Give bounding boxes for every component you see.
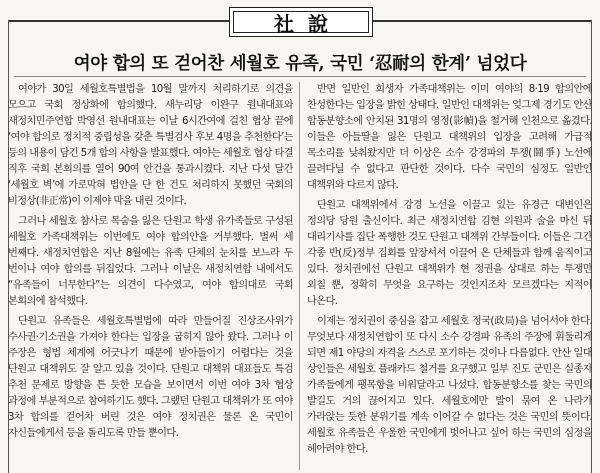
top-rule xyxy=(8,20,229,22)
masthead xyxy=(229,7,373,37)
paragraph: 이제는 정치권이 중심을 잡고 세월호 정국(政局)을 넘어서야 한다. 무엇보다 새정치연합이 또 다시 소수 강경파 유족의 주장에 휘둘리게 되면 제1 야당의 자격을 스스로 포기하는 것이나 다름없다. 안산 일대 상인들은 세월호 플래카드 철거를 요구했고 일부 진도 군민은 실종자 가족들에게 팽목항을 비워달라고 나섰다. 합동분향소를 찾는 국민의 발길도 거의 끊어지고 있다. 세월호에만 발이 묶여 온 나라가 가라앉는 듯한 분위기를 계속 이어갈 수 없다는 것은 국민의 뜻이다. 세월호 유족들은 우울한 국민에게 벗어나고 싶어 하는 국민의 심정을 헤아려야 한다. xyxy=(307,316,592,455)
column-divider xyxy=(299,82,300,470)
headline: 여야 합의 또 걷어찬 세월호 유족, 국민 ‘忍耐의 한계’ 넘었다 xyxy=(73,54,527,74)
paragraph: 단원고 대책위에서 강경 노선을 이끌고 있는 유경근 대변인은 정의당 당원 출신이다. 최근 새정치연합 김현 의원과 술을 마신 뒤 대리기사를 집단 폭행한 것도 단원고 대책위 간부들이다. 이들은 그간 각종 반(反)정부 집회를 앞장서서 이끌어 온 단체들과 함께 움직이고 있다. 정치권에선 단원고 대책위가 현 정권을 상대로 하는 투쟁만 외칠 뿐, 정확히 무엇을 요구하는 것인지조차 모르겠다는 지적이 나온다. xyxy=(307,200,592,307)
paragraph: 단원고 유족들은 세월호특별법에 따라 만들어질 진상조사위가 수사권·기소권을 가져야 한다는 입장을 굽히지 않아 왔다. 그러나 이 주장은 형법 체계에 어긋나기 때문에 받아들이기 어렵다는 것을 단원고 대책위도 잘 알고 있을 것이다. 단원고 대책위 대표들도 특검 추천 문제로 방향을 튼 듯한 모습을 보이면서 이번 여야 3차 협상 과정에 부분적으로 참여하기도 했다. 그랬던 단원고 대책위가 또 여야 3차 합의를 걷어차 버린 것은 여야 정치권은 물론 온 국민이 자신들에게서 등을 돌리도록 만들 뿐이다. xyxy=(8,316,293,439)
right-column xyxy=(307,82,592,470)
headline-rule xyxy=(14,76,586,77)
masthead-title: 社說 xyxy=(274,11,342,36)
left-column xyxy=(8,82,293,470)
paragraph: 여야가 30일 세월호특별법을 10월 말까지 처리하기로 의견을 모으고 국회 정상화에 합의했다. 새누리당 이완구 원내대표와 새정치민주연합 박영선 원내대표는 이날 6시간여에 걸친 협상 끝에 ‘여야 합의로 정치적 중립성을 갖춘 특별검사 후보 4명을 추천한다’는 등의 내용이 담긴 5개 합의 사항을 발표했다. 여야는 세월호 협상 타결 직후 국회 본회의를 열어 90여 안건을 통과시켰다. 지난 다섯 달간 ‘세월호 벽’에 가로막혀 법안을 단 한 건도 처리하지 못했던 국회의 비정상(非正常)이 이제야 막을 내린 것이다. xyxy=(8,84,293,207)
paragraph: 그러나 세월호 참사로 목숨을 잃은 단원고 학생 유가족들로 구성된 세월호 가족대책위는 이번에도 여야 합의안을 거부했다. 벌써 세 번째다. 새정치연합은 지난 8월에는 유족 단체의 눈치를 보느라 두 번이나 여야 합의를 뒤집었다. 그러나 이날은 새정치연합 내에서도 “유족들이 너무한다”는 의견이 다수였고, 여야 합의대로 국회 본회의에 참석했다. xyxy=(8,216,293,307)
top-rule-right xyxy=(371,20,592,22)
paragraph: 반면 일반인 희생자 가족대책위는 이미 여야의 8·19 합의안에 찬성한다는 입장을 밝힌 상태다. 일반인 대책위는 엊그제 경기도 안산 합동분향소에 안치된 31명의 영정(影幀)을 철거해 인천으로 옮겼다. 이들은 아들딸을 잃은 단원고 대책위의 입장을 고려해 가급적 목소리를 낮춰왔지만 더 이상은 소수 강경파의 투쟁(鬪爭) 노선에 끌려다닐 수 없다고 판단한 것이다. 다수 국민의 심정도 일반인 대책위와 다르지 않다. xyxy=(307,84,592,191)
